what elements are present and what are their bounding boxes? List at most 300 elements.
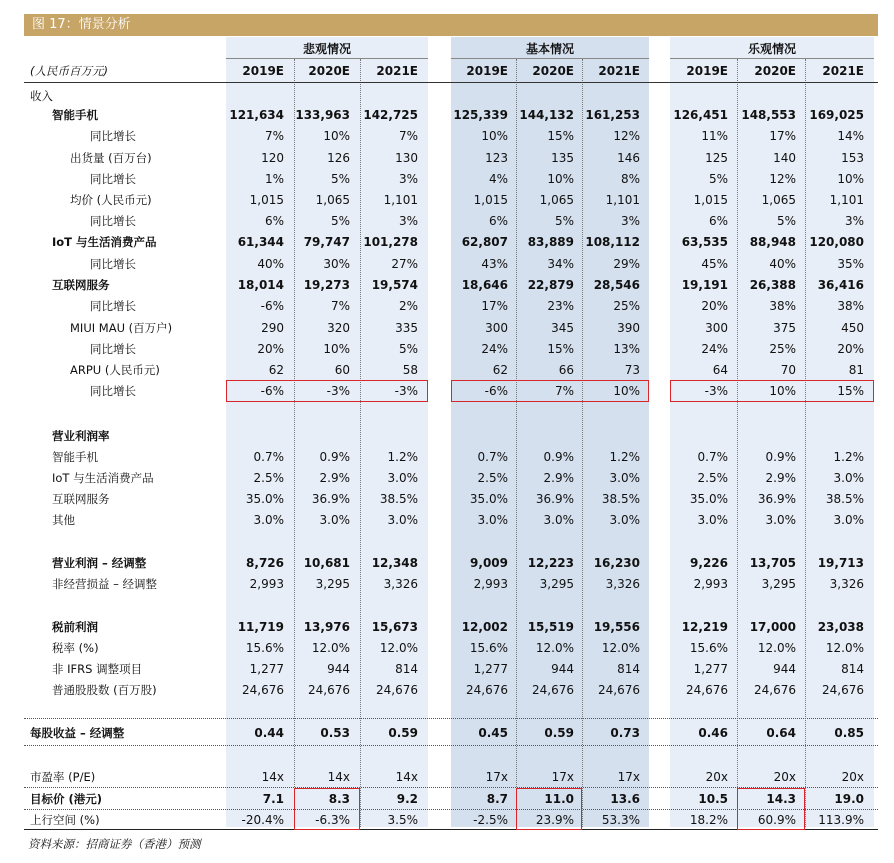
table-cell: 12%	[769, 172, 796, 186]
table-cell: 12,219	[681, 620, 728, 634]
table-cell: 12,002	[461, 620, 508, 634]
table-cell: 34%	[547, 257, 574, 271]
table-cell: 35%	[837, 257, 864, 271]
table-cell: 45%	[701, 257, 728, 271]
table-cell: 5%	[398, 342, 418, 356]
table-row	[24, 86, 878, 107]
table-cell: 153	[841, 151, 864, 165]
table-cell: 15%	[547, 129, 574, 143]
row-label: 同比增长	[90, 172, 136, 186]
table-cell: 133,963	[295, 108, 350, 122]
table-cell: 22,879	[527, 278, 574, 292]
table-cell: 6%	[708, 214, 728, 228]
table-cell: 5%	[776, 214, 796, 228]
table-cell: 113.9%	[818, 813, 864, 827]
table-cell: 3.0%	[477, 513, 508, 527]
table-cell: -6%	[484, 384, 508, 398]
row-label: 均价 (人民币元)	[70, 193, 152, 207]
table-cell: 12%	[613, 129, 640, 143]
table-row	[24, 680, 878, 701]
table-cell: 161,253	[585, 108, 640, 122]
table-cell: 13,976	[303, 620, 350, 634]
table-cell: 12.0%	[601, 641, 640, 655]
table-cell: 144,132	[519, 108, 574, 122]
table-cell: 101,278	[363, 235, 418, 249]
table-cell: -20.4%	[241, 813, 284, 827]
table-cell: 2,993	[249, 577, 284, 591]
header-row	[24, 61, 878, 82]
table-cell: 3.0%	[387, 471, 418, 485]
table-cell: 10%	[837, 172, 864, 186]
row-label: 非 IFRS 调整项目	[52, 662, 143, 676]
table-cell: 2.9%	[765, 471, 796, 485]
table-cell: 0.64	[766, 726, 796, 740]
year-header: 2020E	[308, 64, 350, 78]
table-cell: 20x	[841, 770, 864, 784]
table-cell: 88,948	[749, 235, 796, 249]
table-cell: 3.0%	[833, 513, 864, 527]
table-cell: 2.5%	[253, 471, 284, 485]
table-cell: 10,681	[303, 556, 350, 570]
table-row	[24, 148, 878, 169]
table-cell: 3,295	[539, 577, 574, 591]
table-cell: -6%	[260, 384, 284, 398]
table-cell: 11%	[701, 129, 728, 143]
table-cell: 23.9%	[535, 813, 574, 827]
table-cell: 35.0%	[469, 492, 508, 506]
table-cell: 9.2	[396, 792, 418, 806]
table-cell: 3%	[398, 214, 418, 228]
table-cell: 450	[841, 321, 864, 335]
table-cell: 2.9%	[319, 471, 350, 485]
table-cell: 142,725	[363, 108, 418, 122]
table-cell: 23,038	[817, 620, 864, 634]
table-cell: 81	[848, 363, 864, 377]
table-cell: 3.0%	[387, 513, 418, 527]
table-cell: -3%	[326, 384, 350, 398]
table-row	[24, 254, 878, 275]
table-cell: 10%	[323, 342, 350, 356]
table-cell: 375	[773, 321, 796, 335]
table-cell: 7%	[264, 129, 284, 143]
table-cell: 814	[841, 662, 864, 676]
table-cell: 19,273	[303, 278, 350, 292]
table-cell: 1,277	[693, 662, 728, 676]
table-cell: -6.3%	[315, 813, 350, 827]
table-cell: 1,015	[693, 193, 728, 207]
table-cell: 24%	[701, 342, 728, 356]
table-cell: 10%	[481, 129, 508, 143]
table-cell: 1,101	[605, 193, 640, 207]
year-header: 2019E	[242, 64, 284, 78]
table-cell: 135	[551, 151, 574, 165]
table-cell: 36.9%	[757, 492, 796, 506]
table-cell: 15%	[837, 384, 864, 398]
table-cell: 140	[773, 151, 796, 165]
table-cell: 20%	[701, 299, 728, 313]
table-cell: 20x	[705, 770, 728, 784]
scenario-title-pessimistic: 悲观情况	[226, 40, 428, 59]
table-cell: 1,277	[249, 662, 284, 676]
row-label: 非经营损益 – 经调整	[52, 577, 158, 591]
table-cell: 0.44	[254, 726, 284, 740]
row-label: 市盈率 (P/E)	[30, 770, 96, 784]
table-cell: 63,535	[681, 235, 728, 249]
table-cell: 23%	[547, 299, 574, 313]
table-cell: 14%	[837, 129, 864, 143]
table-cell: 0.85	[834, 726, 864, 740]
table-cell: 3.0%	[609, 513, 640, 527]
table-cell: 10%	[613, 384, 640, 398]
table-cell: 130	[395, 151, 418, 165]
table-cell: 1.2%	[833, 450, 864, 464]
table-cell: 2.5%	[697, 471, 728, 485]
table-cell: 5%	[554, 214, 574, 228]
table-cell: 7%	[330, 299, 350, 313]
table-cell: 64	[712, 363, 728, 377]
row-label: 税率 (%)	[52, 641, 99, 655]
table-cell: 1,065	[761, 193, 796, 207]
table-row	[24, 617, 878, 638]
table-cell: 3%	[398, 172, 418, 186]
table-cell: 17x	[485, 770, 508, 784]
table-cell: 1,101	[383, 193, 418, 207]
table-cell: 19,191	[681, 278, 728, 292]
table-cell: 9,009	[470, 556, 508, 570]
table-cell: 1,101	[829, 193, 864, 207]
table-cell: 1,065	[315, 193, 350, 207]
table-cell: 27%	[391, 257, 418, 271]
table-row	[24, 767, 878, 788]
table-row	[24, 232, 878, 253]
table-cell: 11,719	[237, 620, 284, 634]
table-cell: 3,326	[605, 577, 640, 591]
table-cell: 0.73	[610, 726, 640, 740]
table-cell: 7.1	[262, 792, 284, 806]
year-header: 2021E	[822, 64, 864, 78]
table-row	[24, 723, 878, 744]
table-cell: 24,676	[754, 683, 796, 697]
row-label: IoT 与生活消费产品	[52, 471, 154, 485]
table-cell: 17x	[617, 770, 640, 784]
year-header: 2021E	[376, 64, 418, 78]
table-cell: 0.7%	[253, 450, 284, 464]
row-label: 同比增长	[90, 129, 136, 143]
table-cell: 300	[485, 321, 508, 335]
table-cell: 66	[558, 363, 574, 377]
scenario-title-base: 基本情况	[451, 40, 649, 59]
row-label: 收入	[30, 89, 53, 103]
table-cell: -3%	[394, 384, 418, 398]
table-cell: 0.53	[320, 726, 350, 740]
table-cell: 60.9%	[757, 813, 796, 827]
table-cell: 14x	[327, 770, 350, 784]
table-cell: 3,326	[829, 577, 864, 591]
table-cell: 35.0%	[245, 492, 284, 506]
table-cell: 60	[334, 363, 350, 377]
table-cell: 0.46	[698, 726, 728, 740]
year-header: 2020E	[754, 64, 796, 78]
table-cell: 126	[327, 151, 350, 165]
source-note: 资料来源：招商证券（香港）预测	[28, 837, 201, 851]
table-cell: 0.59	[544, 726, 574, 740]
table-cell: 120	[261, 151, 284, 165]
row-label: 营业利润 – 经调整	[52, 556, 147, 570]
table-cell: 38.5%	[379, 492, 418, 506]
table-cell: 3,326	[383, 577, 418, 591]
table-cell: 3%	[620, 214, 640, 228]
table-cell: 17,000	[749, 620, 796, 634]
table-cell: 146	[617, 151, 640, 165]
table-cell: -6%	[260, 299, 284, 313]
table-cell: 1.2%	[387, 450, 418, 464]
table-cell: 24,676	[532, 683, 574, 697]
table-row	[24, 275, 878, 296]
table-cell: 0.7%	[697, 450, 728, 464]
table-cell: 38%	[769, 299, 796, 313]
table-cell: 3.0%	[765, 513, 796, 527]
row-label: IoT 与生活消费产品	[52, 235, 157, 249]
table-row	[24, 426, 878, 447]
row-label: 同比增长	[90, 342, 136, 356]
table-row	[24, 553, 878, 574]
table-cell: 10.5	[698, 792, 728, 806]
table-row	[24, 468, 878, 489]
table-cell: 5%	[330, 214, 350, 228]
table-cell: 20%	[837, 342, 864, 356]
scenario-title-optimistic: 乐观情况	[670, 40, 874, 59]
table-cell: 19.0	[834, 792, 864, 806]
table-cell: 390	[617, 321, 640, 335]
table-cell: 0.9%	[765, 450, 796, 464]
table-cell: 300	[705, 321, 728, 335]
row-label: 同比增长	[90, 214, 136, 228]
table-cell: 43%	[481, 257, 508, 271]
table-cell: 108,112	[585, 235, 640, 249]
table-cell: 18,014	[237, 278, 284, 292]
table-cell: 3,295	[761, 577, 796, 591]
table-row	[24, 105, 878, 126]
table-cell: 70	[780, 363, 796, 377]
table-cell: 24,676	[242, 683, 284, 697]
table-cell: 148,553	[741, 108, 796, 122]
table-row	[24, 339, 878, 360]
row-label: 智能手机	[52, 108, 98, 122]
table-cell: 123	[485, 151, 508, 165]
table-cell: 3.0%	[833, 471, 864, 485]
table-cell: 20%	[257, 342, 284, 356]
table-cell: 2,993	[693, 577, 728, 591]
table-cell: 121,634	[229, 108, 284, 122]
table-cell: 14x	[395, 770, 418, 784]
row-label: ARPU (人民币元)	[70, 363, 160, 377]
table-cell: 5%	[330, 172, 350, 186]
table-row	[24, 318, 878, 339]
table-cell: 19,556	[593, 620, 640, 634]
table-cell: 0.9%	[543, 450, 574, 464]
table-cell: 3.0%	[319, 513, 350, 527]
table-cell: 53.3%	[601, 813, 640, 827]
row-label: 同比增长	[90, 257, 136, 271]
table-cell: 1.2%	[609, 450, 640, 464]
table-cell: 6%	[488, 214, 508, 228]
row-label: 智能手机	[52, 450, 98, 464]
table-cell: 345	[551, 321, 574, 335]
table-cell: 6%	[264, 214, 284, 228]
table-cell: 13%	[613, 342, 640, 356]
row-label: 税前利润	[52, 620, 98, 634]
row-label: 出货量 (百万台)	[70, 151, 152, 165]
table-cell: 24,676	[598, 683, 640, 697]
table-cell: 15%	[547, 342, 574, 356]
table-cell: 40%	[257, 257, 284, 271]
table-cell: 12.0%	[825, 641, 864, 655]
table-cell: 40%	[769, 257, 796, 271]
table-cell: 26,388	[749, 278, 796, 292]
row-label: MIUI MAU (百万户)	[70, 321, 173, 335]
table-cell: 2.5%	[477, 471, 508, 485]
table-cell: 24,676	[376, 683, 418, 697]
table-cell: 24%	[481, 342, 508, 356]
table-row	[24, 211, 878, 232]
table-cell: 13.6	[610, 792, 640, 806]
table-cell: 3,295	[315, 577, 350, 591]
row-label: 互联网服务	[52, 278, 110, 292]
table-cell: 0.59	[388, 726, 418, 740]
table-cell: 15,519	[527, 620, 574, 634]
table-cell: 14.3	[766, 792, 796, 806]
table-cell: 3.0%	[253, 513, 284, 527]
table-cell: 3.0%	[697, 513, 728, 527]
row-label: 同比增长	[90, 384, 136, 398]
unit-label: (人民币百万元)	[30, 64, 108, 78]
table-cell: 24,676	[686, 683, 728, 697]
row-label: 营业利润率	[52, 429, 110, 443]
table-cell: 29%	[613, 257, 640, 271]
table-cell: 83,889	[527, 235, 574, 249]
table-cell: 17%	[481, 299, 508, 313]
table-cell: 8,726	[246, 556, 284, 570]
table-cell: 2.9%	[543, 471, 574, 485]
table-cell: 25%	[769, 342, 796, 356]
table-cell: 35.0%	[689, 492, 728, 506]
table-cell: 24,676	[308, 683, 350, 697]
table-cell: 28,546	[593, 278, 640, 292]
table-cell: 3.0%	[609, 471, 640, 485]
table-cell: 38.5%	[601, 492, 640, 506]
table-cell: 169,025	[809, 108, 864, 122]
table-cell: 8.3	[328, 792, 350, 806]
table-cell: 16,230	[593, 556, 640, 570]
table-row	[24, 296, 878, 317]
table-cell: 126,451	[673, 108, 728, 122]
table-cell: 15.6%	[469, 641, 508, 655]
figure-title: 图 17：情景分析	[24, 14, 878, 36]
table-cell: 18.2%	[689, 813, 728, 827]
table-cell: 61,344	[237, 235, 284, 249]
table-cell: 13,705	[749, 556, 796, 570]
table-cell: 0.45	[478, 726, 508, 740]
table-cell: 3.5%	[387, 813, 418, 827]
row-label: 普通股股数 (百万股)	[52, 683, 157, 697]
row-label: 其他	[52, 513, 75, 527]
table-cell: 944	[551, 662, 574, 676]
table-row	[24, 510, 878, 531]
table-cell: 19,574	[371, 278, 418, 292]
table-cell: 24,676	[822, 683, 864, 697]
table-row	[24, 169, 878, 190]
table-cell: 17%	[769, 129, 796, 143]
table-cell: 3.0%	[543, 513, 574, 527]
table-cell: 10%	[769, 384, 796, 398]
table-cell: 9,226	[690, 556, 728, 570]
row-label: 目标价 (港元)	[30, 792, 103, 806]
table-cell: 12,223	[527, 556, 574, 570]
table-cell: -2.5%	[473, 813, 508, 827]
table-cell: 5%	[708, 172, 728, 186]
table-cell: 19,713	[817, 556, 864, 570]
row-label: 互联网服务	[52, 492, 110, 506]
table-cell: 12,348	[371, 556, 418, 570]
table-cell: 2%	[398, 299, 418, 313]
table-cell: 73	[624, 363, 640, 377]
row-label: 同比增长	[90, 299, 136, 313]
table-row	[24, 447, 878, 468]
table-cell: 1,277	[473, 662, 508, 676]
table-cell: 2,993	[473, 577, 508, 591]
table-cell: 0.9%	[319, 450, 350, 464]
table-cell: 62,807	[461, 235, 508, 249]
table-cell: 10%	[547, 172, 574, 186]
table-row	[24, 638, 878, 659]
table-cell: 36,416	[817, 278, 864, 292]
table-cell: 30%	[323, 257, 350, 271]
table-cell: 36.9%	[535, 492, 574, 506]
table-cell: 36.9%	[311, 492, 350, 506]
table-cell: 79,747	[303, 235, 350, 249]
table-cell: 0.7%	[477, 450, 508, 464]
table-cell: 18,646	[461, 278, 508, 292]
table-cell: 814	[395, 662, 418, 676]
table-cell: 15,673	[371, 620, 418, 634]
table-cell: 125	[705, 151, 728, 165]
table-cell: 62	[492, 363, 508, 377]
year-header: 2019E	[466, 64, 508, 78]
table-cell: 7%	[554, 384, 574, 398]
table-cell: 4%	[488, 172, 508, 186]
row-label: 每股收益 – 经调整	[30, 726, 125, 740]
table-cell: 1,065	[539, 193, 574, 207]
table-cell: 7%	[398, 129, 418, 143]
year-header: 2021E	[598, 64, 640, 78]
table-cell: 944	[773, 662, 796, 676]
table-cell: 62	[268, 363, 284, 377]
table-cell: 58	[402, 363, 418, 377]
table-cell: 290	[261, 321, 284, 335]
table-cell: 8.7	[486, 792, 508, 806]
table-cell: -3%	[704, 384, 728, 398]
table-cell: 38.5%	[825, 492, 864, 506]
table-cell: 38%	[837, 299, 864, 313]
table-row	[24, 126, 878, 147]
table-cell: 1,015	[249, 193, 284, 207]
table-cell: 814	[617, 662, 640, 676]
year-header: 2019E	[686, 64, 728, 78]
table-cell: 10%	[323, 129, 350, 143]
table-cell: 15.6%	[245, 641, 284, 655]
table-cell: 12.0%	[535, 641, 574, 655]
table-cell: 125,339	[453, 108, 508, 122]
